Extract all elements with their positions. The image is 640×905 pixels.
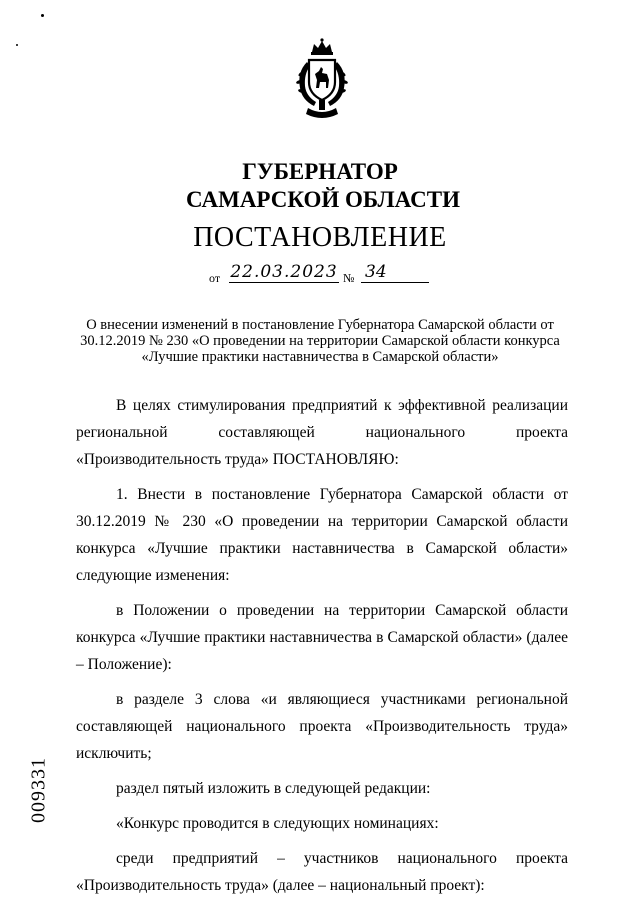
paragraph: В целях стимулирования предприятий к эффективной реализации региональной составляющей национального проекта «Производительность труда» ПОСТАНОВЛЯЮ: <box>76 397 568 468</box>
paragraph: 1. Внести в постановление Губернатора Самарской области от 30.12.2019 № 230 «О проведении на территории Самарской области конкурса «Лучшие практики наставничества в Самарской области» следующие изменения: <box>76 486 568 584</box>
serial-number-text: 009331 <box>27 757 50 823</box>
date-value: 22.03.2023 <box>230 262 338 282</box>
samara-coat-of-arms-icon <box>292 38 352 124</box>
serial-number <box>24 745 54 835</box>
date-number-row <box>209 262 439 290</box>
paragraph: раздел пятый изложить в следующей редакции: <box>116 780 431 797</box>
scan-mark <box>16 44 18 46</box>
date-label: от <box>209 271 221 285</box>
paragraph: среди предприятий – участников национального проекта «Производительность труда» (далее – национальный проект): <box>76 850 568 894</box>
paragraph: в разделе 3 слова «и являющиеся участниками региональной составляющей национального проекта «Производительность труда» исключить; <box>76 691 568 762</box>
paragraph: в Положении о проведении на территории Самарской области конкурса «Лучшие практики наставничества в Самарской области» (далее – Положение): <box>76 602 568 673</box>
issuer-region: САМАРСКОЙ ОБЛАСТИ <box>186 187 460 212</box>
issuer-title: ГУБЕРНАТОР <box>242 159 398 184</box>
document-type: ПОСТАНОВЛЕНИЕ <box>193 222 447 253</box>
scan-mark <box>41 14 44 17</box>
number-label: № <box>343 271 355 285</box>
number-value: 34 <box>361 262 429 283</box>
paragraph: «Конкурс проводится в следующих номинациях: <box>116 815 439 832</box>
document-body <box>76 392 568 899</box>
document-title: О внесении изменений в постановление Губернатора Самарской области от 30.12.2019 № 230 «О проведении на территории Самарской области конкурса «Лучшие практики наставничества в Самарской области» <box>80 317 560 365</box>
